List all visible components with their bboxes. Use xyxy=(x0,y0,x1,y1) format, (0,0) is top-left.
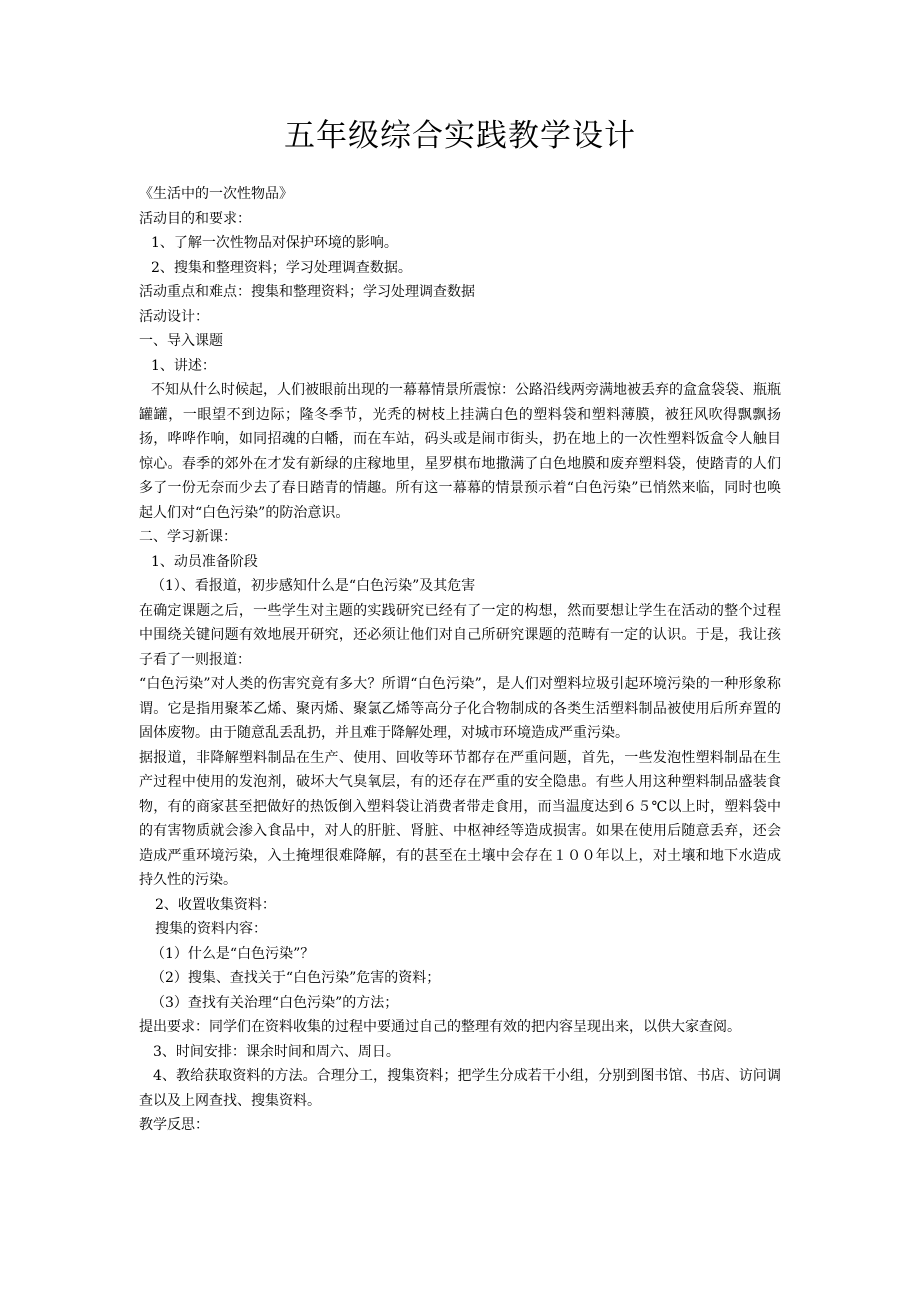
section-heading: 活动目的和要求： xyxy=(139,210,251,227)
step-heading: 1、讲述： xyxy=(151,357,216,374)
paragraph: 4、教给获取资料的方法。合理分工，搜集资料；把学生分成若干小组，分别到图书馆、书店、访问调查以及上网查找、搜集资料。 xyxy=(139,1068,781,1109)
step-heading: （1）、看报道，初步感知什么是“白色污染”及其危害 xyxy=(151,578,476,594)
section-heading: 二、学习新课： xyxy=(139,529,237,545)
section-heading: 一、导入课题 xyxy=(139,333,223,349)
objective-item: 2、搜集和整理资料；学习处理调查数据。 xyxy=(151,259,412,276)
key-points-line: 活动重点和难点：搜集和整理资料；学习处理调查数据 xyxy=(139,284,475,300)
paragraph: 提出要求：同学们在资料收集的过程中要通过自己的整理有效的把内容呈现出来，以供大家查阅。 xyxy=(139,1019,741,1035)
step-heading: 1、动员准备阶段 xyxy=(151,553,258,570)
paragraph: 据报道，非降解塑料制品在生产、使用、回收等环节都存在严重问题，首先，一些发泡性塑料制品在生产过程中使用的发泡剂，破坏大气臭氧层，有的还存在严重的安全隐患。有些人用这种塑料制品盛装食物，有的商家甚至把做好的热饭倒入塑料袋让消费者带走食用，而当温度达到６５℃以上时，塑料袋中的有害物质就会渗入食品中，对人的肝脏、肾脏、中枢神经等造成损害。如果在使用后随意丢弃，还会造成严重环境污染，入土掩埋很难降解，有的甚至在土壤中会存在１００年以上，对土壤和地下水造成持久性的污染。 xyxy=(139,749,781,888)
document-title: 五年级综合实践教学设计 xyxy=(284,118,636,154)
paragraph: 不知从什么时候起，人们被眼前出现的一幕幕情景所震惊：公路沿线两旁满地被丢弃的盒盒袋袋、瓶瓶罐罐，一眼望不到边际；隆冬季节，光秃的树枝上挂满白色的塑料袋和塑料薄膜，被狂风吹得飘飘扬扬，哗哗作响，如同招魂的白幡，而在车站，码头或是闹市街头，扔在地上的一次性塑料饭盒令人触目惊心。春季的郊外在才发有新绿的庄稼地里，星罗棋布地撒满了白色地膜和废弃塑料袋，使踏青的人们多了一份无奈而少去了春日踏青的情趣。所有这一幕幕的情景预示着“白色污染”已悄然来临，同时也唤起人们对“白色污染”的防治意识。 xyxy=(139,382,781,521)
paragraph: 在确定课题之后，一些学生对主题的实践研究已经有了一定的构想，然而要想让学生在活动的整个过程中围绕关键问题有效地展开研究，还必须让他们对自己所研究课题的范畴有一定的认识。于是，我让孩子看了一则报道： xyxy=(139,602,781,668)
document-body xyxy=(139,182,781,1138)
list-heading: 搜集的资料内容： xyxy=(155,921,267,937)
list-item: （2）搜集、查找关于“白色污染”危害的资料； xyxy=(151,970,441,986)
list-item: （3）查找有关治理“白色污染”的方法； xyxy=(151,994,399,1011)
step-heading: 2、收置收集资料： xyxy=(155,896,276,913)
paragraph: “白色污染”对人类的伤害究竟有多大？所谓“白色污染”，是人们对塑料垃圾引起环境污染的一种形象称谓。它是指用聚苯乙烯、聚丙烯、聚氯乙烯等高分子化合物制成的各类生活塑料制品被使用后所弃置的固体废物。由于随意乱丢乱扔，并且难于降解处理，对城市环境造成严重污染。 xyxy=(139,676,781,741)
step-heading: 3、时间安排：课余时间和周六、周日。 xyxy=(153,1043,400,1060)
section-heading: 活动设计： xyxy=(139,308,209,325)
list-item: （1）什么是“白色污染”？ xyxy=(151,945,315,962)
section-heading: 教学反思： xyxy=(139,1117,209,1133)
lesson-subtitle: 《生活中的一次性物品》 xyxy=(139,186,293,202)
objective-item: 1、了解一次性物品对保护环境的影响。 xyxy=(151,235,398,251)
